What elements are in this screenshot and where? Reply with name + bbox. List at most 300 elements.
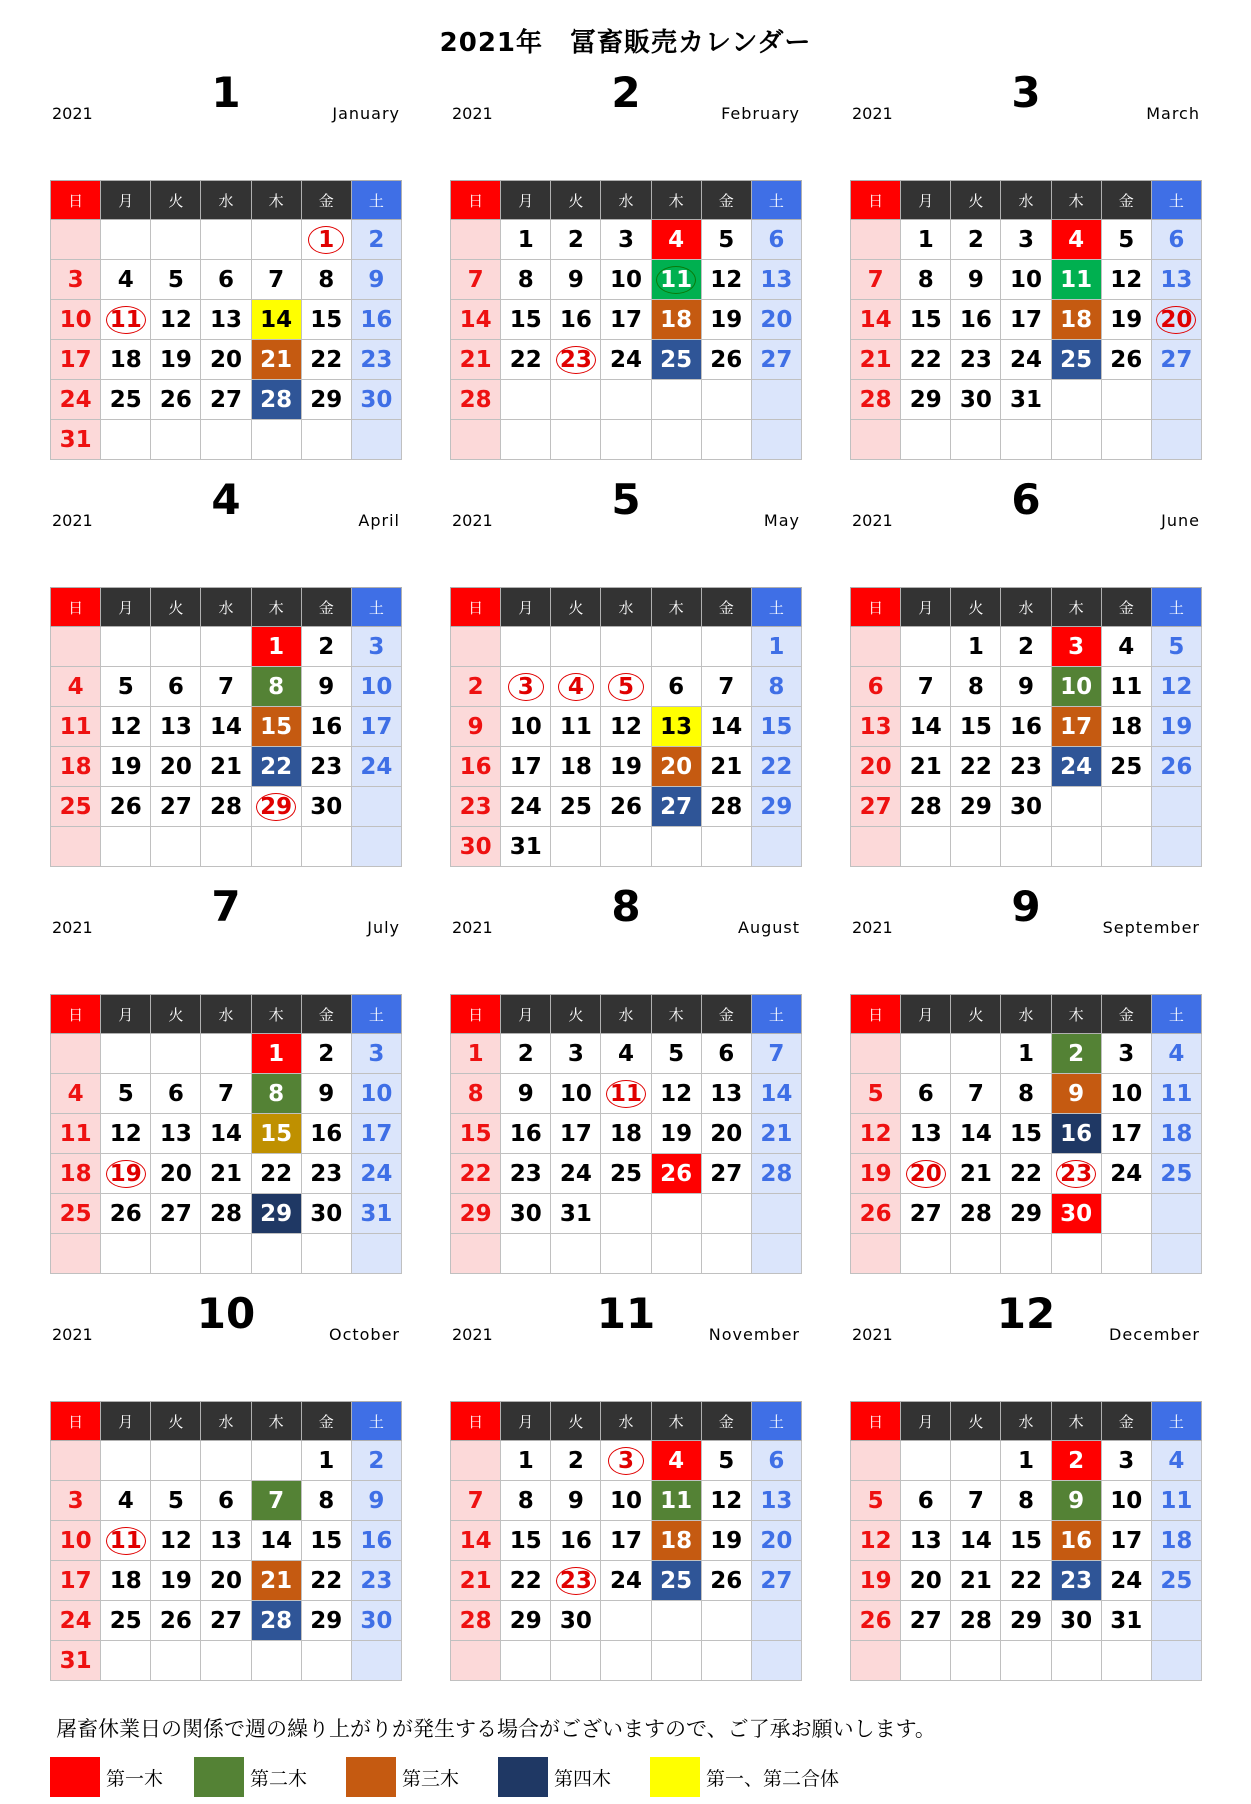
day-cell: 12 [1101,260,1151,300]
day-cell: 25 [101,380,151,420]
day-cell: 6 [701,1034,751,1074]
weekday-header: 日 [851,995,901,1034]
weekday-header: 月 [901,995,951,1034]
day-cell: 11 [1151,1074,1201,1114]
day-cell: 23 [451,787,501,827]
day-cell: 15 [451,1114,501,1154]
week-row [451,220,802,260]
empty-cell [601,1194,651,1234]
day-cell: 18 [101,1561,151,1601]
month-year: 2021 [52,511,93,530]
day-cell: 13 [901,1114,951,1154]
weekday-header: 木 [651,588,701,627]
day-cell: 26 [851,1194,901,1234]
week-row [51,827,402,867]
empty-cell [51,1234,101,1274]
month-table [450,180,802,460]
day-cell: 9 [551,260,601,300]
day-cell: 3 [51,260,101,300]
empty-cell [901,827,951,867]
day-cell [101,1521,151,1561]
month-name: February [721,104,800,123]
day-cell: 2 [1001,627,1051,667]
day-cell: 3 [1051,627,1101,667]
empty-cell [351,827,401,867]
empty-cell [151,627,201,667]
day-cell: 28 [251,1601,301,1641]
day-cell: 29 [501,1601,551,1641]
month-calendar [850,884,1202,1274]
weekday-header: 金 [1101,181,1151,220]
weekday-header: 火 [151,181,201,220]
weekday-header: 金 [301,995,351,1034]
empty-cell [1151,1641,1201,1681]
empty-cell [1151,1194,1201,1234]
month-number: 9 [1011,882,1041,931]
day-cell [601,1441,651,1481]
day-cell: 22 [951,747,1001,787]
day-cell: 16 [551,1521,601,1561]
day-cell: 14 [251,1521,301,1561]
day-cell: 16 [501,1114,551,1154]
day-cell: 12 [1151,667,1201,707]
week-row [851,1074,1202,1114]
day-cell: 19 [1151,707,1201,747]
weekday-header: 木 [251,1402,301,1441]
week-row [51,300,402,340]
day-cell: 25 [601,1154,651,1194]
day-cell: 21 [701,747,751,787]
empty-cell [151,1034,201,1074]
week-row [451,1234,802,1274]
empty-cell [851,1641,901,1681]
empty-cell [51,220,101,260]
day-cell: 13 [201,300,251,340]
day-cell: 6 [201,1481,251,1521]
day-cell: 11 [1151,1481,1201,1521]
day-cell: 23 [501,1154,551,1194]
month-year: 2021 [452,511,493,530]
day-cell: 21 [451,340,501,380]
day-cell: 18 [1051,300,1101,340]
empty-cell [101,827,151,867]
month-name: March [1146,104,1200,123]
day-cell: 12 [601,707,651,747]
empty-cell [251,1641,301,1681]
week-row [451,1114,802,1154]
day-cell: 18 [551,747,601,787]
empty-cell [751,420,801,460]
day-cell: 15 [751,707,801,747]
weekday-header-row [51,588,402,627]
empty-cell [701,420,751,460]
month-number: 8 [611,882,641,931]
day-cell: 26 [101,787,151,827]
weekday-header: 水 [1001,181,1051,220]
month-header [50,1291,402,1401]
day-cell: 11 [551,707,601,747]
week-row [851,420,1202,460]
day-cell: 26 [601,787,651,827]
weekday-header: 金 [1101,1402,1151,1441]
weekday-header: 日 [451,588,501,627]
day-cell: 25 [1101,747,1151,787]
empty-cell [851,420,901,460]
weekday-header: 水 [201,1402,251,1441]
closed-day-marker: 4 [558,673,594,701]
month-name: July [367,918,400,937]
weekday-header: 月 [101,588,151,627]
empty-cell [301,1234,351,1274]
day-cell: 4 [101,260,151,300]
day-cell: 14 [901,707,951,747]
day-cell: 13 [901,1521,951,1561]
day-cell: 2 [551,220,601,260]
day-cell: 27 [851,787,901,827]
day-cell: 27 [1151,340,1201,380]
closed-day-marker: 19 [106,1160,146,1188]
weekday-header: 火 [551,588,601,627]
day-cell: 25 [1051,340,1101,380]
day-cell: 13 [1151,260,1201,300]
empty-cell [701,1601,751,1641]
day-cell: 25 [1151,1561,1201,1601]
day-cell: 9 [451,707,501,747]
day-cell: 11 [51,707,101,747]
month-name: June [1161,511,1200,530]
month-calendar [50,477,402,867]
day-cell: 12 [651,1074,701,1114]
empty-cell [101,1034,151,1074]
weekday-header: 土 [1151,995,1201,1034]
closed-day-marker: 29 [256,793,296,821]
weekday-header: 土 [351,588,401,627]
day-cell: 17 [601,300,651,340]
weekday-header: 金 [1101,995,1151,1034]
day-cell: 13 [751,260,801,300]
day-cell: 12 [101,1114,151,1154]
day-cell [1151,300,1201,340]
empty-cell [101,1234,151,1274]
empty-cell [701,627,751,667]
day-cell: 4 [651,1441,701,1481]
day-cell: 15 [501,1521,551,1561]
weekday-header: 日 [451,181,501,220]
day-cell: 5 [1101,220,1151,260]
empty-cell [101,627,151,667]
day-cell: 10 [601,1481,651,1521]
month-calendar [450,477,802,867]
day-cell: 25 [651,1561,701,1601]
weekday-header: 木 [651,181,701,220]
day-cell: 5 [151,1481,201,1521]
empty-cell [201,1641,251,1681]
legend-label: 第一、第二合体 [706,1767,840,1790]
day-cell: 12 [701,1481,751,1521]
weekday-header: 火 [151,1402,201,1441]
weekday-header: 水 [1001,588,1051,627]
week-row [851,260,1202,300]
empty-cell [601,420,651,460]
day-cell: 20 [751,1521,801,1561]
month-name: May [763,511,800,530]
day-cell: 24 [1001,340,1051,380]
day-cell: 18 [1151,1521,1201,1561]
weekday-header: 月 [901,181,951,220]
month-header [850,884,1202,994]
day-cell [551,1561,601,1601]
day-cell: 12 [151,300,201,340]
weekday-header-row [51,1402,402,1441]
week-row [51,1234,402,1274]
day-cell: 18 [601,1114,651,1154]
legend-swatch [498,1757,548,1797]
day-cell: 14 [251,300,301,340]
closed-day-marker: 11 [656,266,696,294]
empty-cell [1051,1641,1101,1681]
day-cell: 7 [201,667,251,707]
month-header [850,1291,1202,1401]
day-cell: 22 [501,340,551,380]
day-cell: 4 [101,1481,151,1521]
week-row [451,1154,802,1194]
day-cell: 30 [301,1194,351,1234]
day-cell [651,260,701,300]
weekday-header: 木 [1051,181,1101,220]
weekday-header: 金 [1101,588,1151,627]
day-cell: 1 [301,1441,351,1481]
weekday-header-row [851,588,1202,627]
week-row [451,1441,802,1481]
week-row [51,1114,402,1154]
closed-day-marker: 23 [556,346,596,374]
week-row [451,1034,802,1074]
empty-cell [701,1194,751,1234]
day-cell: 19 [101,747,151,787]
week-row [851,1641,1202,1681]
day-cell: 6 [851,667,901,707]
week-row [851,1234,1202,1274]
month-header [50,70,402,180]
month-name: October [328,1325,400,1344]
week-row [51,1521,402,1561]
week-row [51,667,402,707]
day-cell: 27 [651,787,701,827]
day-cell: 2 [951,220,1001,260]
weekday-header: 火 [551,181,601,220]
month-year: 2021 [52,104,93,123]
day-cell: 24 [1051,747,1101,787]
week-row [851,1441,1202,1481]
day-cell: 21 [451,1561,501,1601]
day-cell: 27 [901,1194,951,1234]
week-row [451,787,802,827]
empty-cell [901,1641,951,1681]
week-row [851,1154,1202,1194]
empty-cell [201,1441,251,1481]
day-cell: 5 [701,220,751,260]
day-cell: 10 [51,300,101,340]
empty-cell [451,1234,501,1274]
month-number: 10 [196,1289,256,1338]
weekday-header: 土 [1151,181,1201,220]
day-cell: 2 [551,1441,601,1481]
day-cell: 20 [751,300,801,340]
legend [50,1757,839,1797]
week-row [51,787,402,827]
week-row [51,1441,402,1481]
day-cell: 29 [951,787,1001,827]
day-cell: 29 [251,1194,301,1234]
month-table [850,587,1202,867]
day-cell [501,667,551,707]
week-row [51,1641,402,1681]
empty-cell [251,1234,301,1274]
day-cell: 16 [301,1114,351,1154]
day-cell: 17 [1101,1521,1151,1561]
closed-day-marker: 11 [606,1080,646,1108]
day-cell: 22 [501,1561,551,1601]
day-cell: 22 [751,747,801,787]
empty-cell [651,1601,701,1641]
day-cell: 13 [851,707,901,747]
day-cell: 7 [851,260,901,300]
legend-item-combined [650,1757,839,1797]
day-cell: 30 [351,380,401,420]
day-cell [301,220,351,260]
day-cell: 26 [151,380,201,420]
week-row [851,747,1202,787]
day-cell: 3 [1001,220,1051,260]
day-cell: 17 [551,1114,601,1154]
week-row [451,1641,802,1681]
day-cell: 22 [251,1154,301,1194]
day-cell: 16 [1051,1521,1101,1561]
weekday-header: 金 [301,588,351,627]
day-cell: 16 [951,300,1001,340]
day-cell: 6 [151,1074,201,1114]
week-row [451,627,802,667]
day-cell: 26 [101,1194,151,1234]
weekday-header: 水 [601,181,651,220]
day-cell: 23 [1001,747,1051,787]
day-cell: 3 [1101,1441,1151,1481]
day-cell: 18 [1101,707,1151,747]
day-cell: 1 [751,627,801,667]
week-row [51,747,402,787]
empty-cell [351,787,401,827]
day-cell: 23 [951,340,1001,380]
empty-cell [851,1034,901,1074]
day-cell: 18 [51,747,101,787]
day-cell: 14 [201,1114,251,1154]
day-cell: 25 [51,787,101,827]
empty-cell [951,1441,1001,1481]
day-cell: 17 [1101,1114,1151,1154]
weekday-header: 日 [851,1402,901,1441]
empty-cell [501,1641,551,1681]
empty-cell [701,1234,751,1274]
weekday-header: 金 [701,1402,751,1441]
empty-cell [601,380,651,420]
empty-cell [1001,1234,1051,1274]
day-cell: 4 [1051,220,1101,260]
weekday-header-row [451,1402,802,1441]
week-row [851,667,1202,707]
week-row [451,667,802,707]
day-cell: 15 [1001,1521,1051,1561]
day-cell: 29 [1001,1194,1051,1234]
day-cell: 19 [601,747,651,787]
weekday-header: 金 [301,181,351,220]
empty-cell [1151,787,1201,827]
weekday-header: 火 [951,995,1001,1034]
week-row [451,300,802,340]
day-cell: 30 [451,827,501,867]
day-cell: 25 [101,1601,151,1641]
day-cell: 15 [301,1521,351,1561]
day-cell: 15 [951,707,1001,747]
day-cell: 28 [251,380,301,420]
day-cell: 31 [351,1194,401,1234]
empty-cell [1051,420,1101,460]
day-cell: 24 [1101,1154,1151,1194]
empty-cell [701,1641,751,1681]
empty-cell [751,1194,801,1234]
day-cell: 2 [301,627,351,667]
weekday-header: 水 [201,181,251,220]
month-name: November [708,1325,800,1344]
month-table [850,994,1202,1274]
day-cell: 4 [1151,1034,1201,1074]
weekday-header: 木 [251,181,301,220]
weekday-header: 水 [601,995,651,1034]
day-cell: 12 [701,260,751,300]
day-cell: 15 [301,300,351,340]
weekday-header: 月 [501,181,551,220]
empty-cell [851,1234,901,1274]
day-cell: 30 [301,787,351,827]
legend-swatch [50,1757,100,1797]
day-cell: 30 [1001,787,1051,827]
empty-cell [251,1441,301,1481]
empty-cell [501,420,551,460]
weekday-header: 土 [351,1402,401,1441]
weekday-header: 土 [351,181,401,220]
day-cell: 21 [951,1561,1001,1601]
weekday-header-row [851,181,1202,220]
day-cell: 17 [51,340,101,380]
day-cell: 31 [51,420,101,460]
day-cell: 12 [101,707,151,747]
day-cell: 21 [201,747,251,787]
week-row [51,260,402,300]
day-cell: 5 [151,260,201,300]
weekday-header-row [451,588,802,627]
day-cell: 8 [301,1481,351,1521]
empty-cell [701,827,751,867]
legend-label: 第一木 [106,1767,164,1790]
week-row [451,420,802,460]
weekday-header: 木 [651,1402,701,1441]
day-cell: 16 [301,707,351,747]
day-cell: 31 [51,1641,101,1681]
day-cell: 10 [601,260,651,300]
day-cell: 6 [151,667,201,707]
empty-cell [201,1234,251,1274]
month-number: 4 [211,475,241,524]
weekday-header: 金 [301,1402,351,1441]
